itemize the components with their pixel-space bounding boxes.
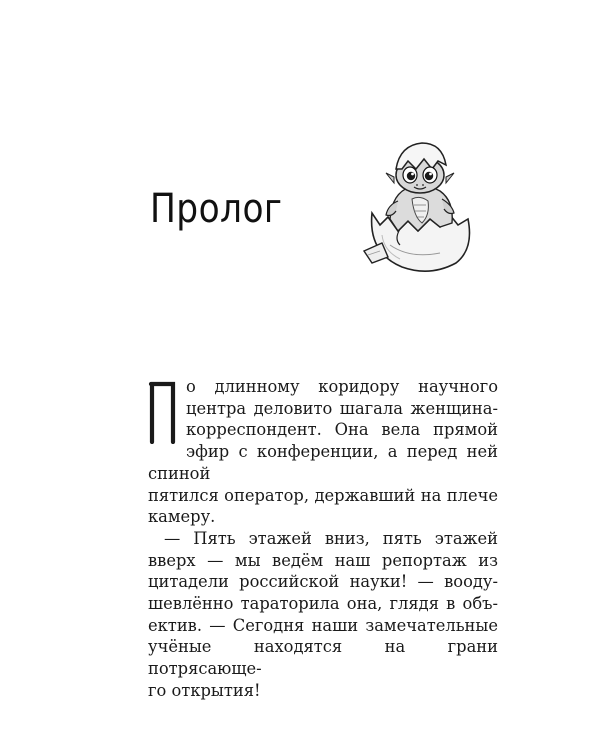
paragraph-2 <box>148 528 498 702</box>
text-line: учёные находятся на грани потрясающе- <box>148 637 498 679</box>
paragraph-1 <box>148 376 498 528</box>
text-line: цитадели российской науки! — вооду- <box>148 572 498 592</box>
text-line: центра деловито шагала женщина- <box>186 398 498 418</box>
text-line: эфир с конференции, а перед ней спиной <box>148 442 498 483</box>
text-line: о длинному коридору научного <box>186 377 498 396</box>
text-line: ектив. — Сегодня наши замечательные <box>148 615 498 635</box>
text-line: вверх — мы ведём наш репортаж из <box>148 550 498 570</box>
text-line: корреспондент. Она вела прямой <box>186 420 498 440</box>
chapter-title: Пролог <box>150 186 283 232</box>
dropcap-text: П <box>148 380 149 381</box>
text-line: — Пять этажей вниз, пять этажей <box>164 528 498 548</box>
text-line: камеру. <box>148 507 216 527</box>
body-text <box>148 376 498 702</box>
text-line: пятился оператор, державший на плече <box>148 485 498 505</box>
dragon-egg-illustration <box>360 135 480 280</box>
text-line: шевлённо тараторила она, глядя в объ- <box>148 594 498 614</box>
baby-dragon-icon <box>360 135 480 280</box>
dropcap-letter <box>148 380 176 444</box>
text-line: го открытия! <box>148 680 261 700</box>
